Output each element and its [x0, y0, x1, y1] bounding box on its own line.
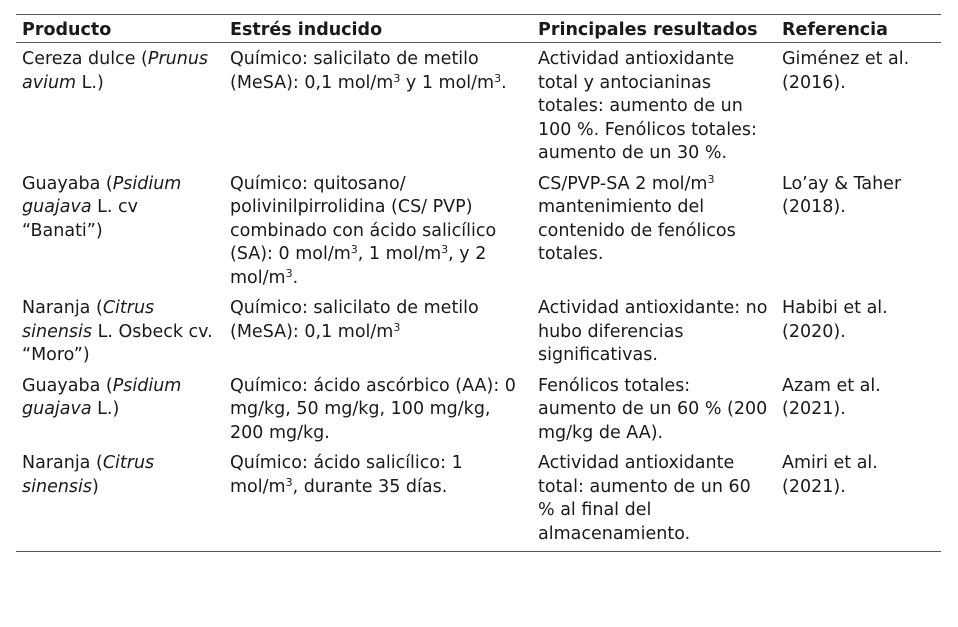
cell-referencia: Giménez et al. (2016). — [782, 49, 910, 93]
cell-estres: Químico: salicilato de metilo (MeSA): 0,1 mol/$m^3$ — [230, 298, 479, 342]
cell-referencia: Azam et al. (2021). — [782, 375, 881, 419]
cell-resultados: Actividad antioxidante total: aumento de un 60 % al final del almacenamiento. — [538, 453, 751, 544]
cell-resultados: CS/PVP-SA 2 mol/$m^3$ mantenimiento del contenido de fenólicos totales. — [538, 172, 736, 264]
cell-referencia: Lo’ay & Taher (2018). — [782, 173, 902, 217]
cell-estres: Químico: ácido salicílico: 1 mol/$m^3$, durante 35 días. — [230, 453, 463, 497]
cell-producto: Naranja (Citrus sinensis) — [22, 453, 155, 497]
table-row — [16, 450, 941, 552]
table-row — [16, 373, 941, 451]
header-producto: Producto — [22, 20, 112, 40]
cell-referencia: Amiri et al. (2021). — [782, 453, 878, 497]
scientific-name: Citrus sinensis — [22, 453, 155, 497]
cell-producto: Guayaba (Psidium guajava L. cv “Banati”) — [22, 173, 182, 241]
cell-resultados: Actividad antioxidante total y antocianinas totales: aumento de un 100 %. Fenólicos totales: aumento de un 30 %. — [538, 49, 757, 163]
cell-estres: Químico: salicilato de metilo (MeSA): 0,1 mol/$m^3$ y 1 mol/$m^3$. — [230, 49, 507, 93]
cell-producto: Naranja (Citrus sinensis L. Osbeck cv. “Moro”) — [22, 298, 213, 365]
scientific-name: Prunus avium — [22, 49, 209, 93]
scientific-name: Psidium guajava — [22, 173, 182, 217]
table-row — [16, 43, 941, 171]
results-table — [16, 14, 941, 552]
results-table-container — [16, 14, 941, 552]
cell-resultados: Actividad antioxidante: no hubo diferencias significativas. — [538, 298, 768, 365]
table-row — [16, 295, 941, 373]
header-principales-resultados: Principales resultados — [538, 20, 758, 40]
cell-estres: Químico: ácido ascórbico (AA): 0 mg/kg, 50 mg/kg, 100 mg/kg, 200 mg/kg. — [230, 375, 516, 443]
cell-resultados: Fenólicos totales: aumento de un 60 % (200 mg/kg de AA). — [538, 375, 768, 443]
cell-estres: Químico: quitosano/ polivinilpirrolidina (CS/ PVP) combinado con ácido salicílico (SA): 0 mol/$m^3$, 1 mol/$m^3$, y 2 mol/$m^3$. — [230, 173, 497, 288]
table-row — [16, 171, 941, 296]
header-referencia: Referencia — [782, 20, 888, 40]
table-header-row — [16, 15, 941, 43]
scientific-name: Psidium guajava — [22, 375, 182, 419]
header-estres-inducido: Estrés inducido — [230, 20, 383, 40]
cell-producto: Guayaba (Psidium guajava L.) — [22, 375, 182, 419]
scientific-name: Citrus sinensis — [22, 298, 155, 342]
cell-producto: Cereza dulce (Prunus avium L.) — [22, 49, 209, 93]
cell-referencia: Habibi et al. (2020). — [782, 298, 888, 342]
